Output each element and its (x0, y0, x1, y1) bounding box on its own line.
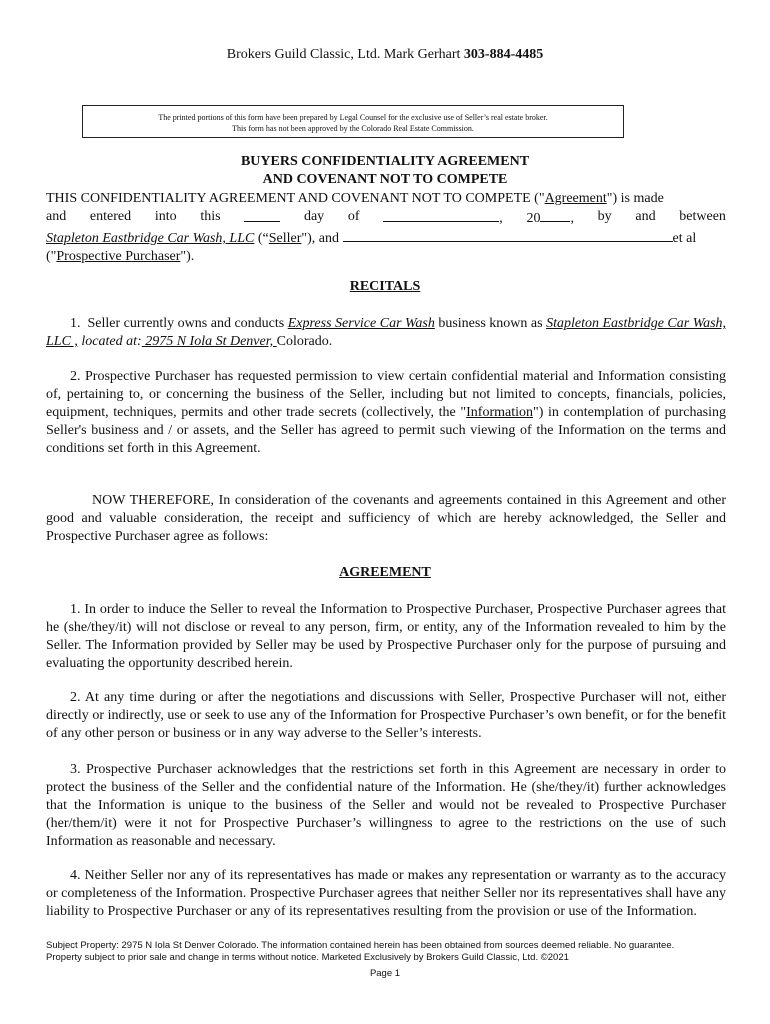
purchaser-name-blank[interactable] (343, 228, 673, 242)
business-name: Stapleton Eastbridge Car Wash, LLC , (46, 316, 727, 349)
year-blank[interactable] (540, 208, 570, 222)
agreement-clause-4: 4. Neither Seller nor any of its representatives has made or makes any representation or warranty as to the accuracy or completeness of the Information. Prospective Purchaser agrees that neither Seller nor its representatives shall have any liability to Prospective Purchaser or any of its representatives resulting from the provision or use of the Information. (46, 868, 726, 919)
seller-name: Stapleton Eastbridge Car Wash, LLC (46, 231, 255, 246)
broker-name: Brokers Guild Classic, Ltd. Mark Gerhart (226, 47, 464, 62)
day-blank[interactable] (244, 208, 280, 222)
footer-line-1: Subject Property: 2975 N Iola St Denver Colorado. The information contained herein has been obtained from sources deemed reliable. No guarantee. (46, 940, 675, 951)
month-blank[interactable] (383, 208, 499, 222)
page-footer (46, 940, 736, 964)
intro-line-2: and entered into this day of , 20 , by and between (46, 209, 726, 226)
notice-line-1: The printed portions of this form have been prepared by Legal Counsel for the exclusive use of Seller’s real estate broker. (158, 113, 548, 122)
agreement-clause-3: 3. Prospective Purchaser acknowledges that the restrictions set forth in this Agreement are necessary in order to protect the business of the Seller and the confidential nature of the Information. He (she/they/it) further acknowledges that the Information is unique to the business of the Seller and would not be revealed to Prospective Purchaser (her/them/it) were it not for Prospective Purchaser’s willingness to agree to the restrictions on the use of such Information as reasonable and necessary. (46, 762, 726, 849)
business-address: 2975 N Iola St Denver, (141, 334, 277, 349)
now-therefore-paragraph: NOW THEREFORE, In consideration of the covenants and agreements contained in this Agreement and other good and valuable consideration, the receipt and sufficiency of which are hereby acknowledged, the Seller and Prospective Purchaser agree as follows: (46, 493, 726, 544)
broker-phone: 303-884-4485 (463, 47, 544, 62)
intro-line-1: THIS CONFIDENTIALITY AGREEMENT AND COVENANT NOT TO COMPETE ("Agreement") is made (46, 191, 664, 206)
recital-2: 2. Prospective Purchaser has requested permission to view certain confidential material and Information consisting of, pertaining to, or concerning the business of the Seller, including but not limited to concepts, financials, policies, equipment, techniques, permits and other trade secrets (collectively, the "Information") in contemplation of purchasing Seller's business and / or assets, and the Seller has agreed to permit such viewing of the Information on the terms and conditions set forth in this Agreement. (46, 369, 726, 456)
agreement-clause-2: 2. At any time during or after the negotiations and discussions with Seller, Prospective Purchaser will not, either directly or indirectly, use or seek to use any of the Information for Prospective Purchaser’s own benefit, or for the benefit of any other person or business or in any way adverse to the Seller’s interests. (46, 690, 726, 741)
intro-paragraph (46, 190, 726, 266)
intro-line-3: Stapleton Eastbridge Car Wash, LLC (“Seller"), and et al (46, 228, 726, 248)
notice-line-2: This form has not been approved by the Colorado Real Estate Commission. (232, 124, 474, 133)
document-title: BUYERS CONFIDENTIALITY AGREEMENT (240, 154, 530, 169)
recitals-heading: RECITALS (349, 279, 421, 294)
recital-1: 1. Seller currently owns and conducts Express Service Car Wash business known as Stapleton Eastbridge Car Wash, LLC , located at: 2975 N Iola St Denver, Colorado. (46, 316, 727, 349)
agreement-term: Agreement (544, 191, 607, 206)
document-subtitle: AND COVENANT NOT TO COMPETE (262, 172, 508, 187)
page-number: Page 1 (369, 968, 401, 979)
agreement-heading: AGREEMENT (339, 565, 431, 580)
agreement-clause-1: 1. In order to induce the Seller to reveal the Information to Prospective Purchaser, Prospective Purchaser agrees that he (she/they/it) will not disclose or reveal to any person, firm, or entity, any of the Information revealed to him by the Seller. The Information provided by Seller may be used by Prospective Purchaser only for the purpose of pursuing and evaluating the opportunity described herein. (46, 602, 726, 671)
business-type: Express Service Car Wash (287, 316, 435, 331)
page-header (0, 47, 770, 63)
footer-line-2: Property subject to prior sale and change in terms without notice. Marketed Exclusively by Brokers Guild Classic, Ltd. ©2021 (46, 952, 569, 963)
intro-line-4: ("Prospective Purchaser"). (46, 249, 195, 264)
legal-notice-box (82, 105, 624, 138)
